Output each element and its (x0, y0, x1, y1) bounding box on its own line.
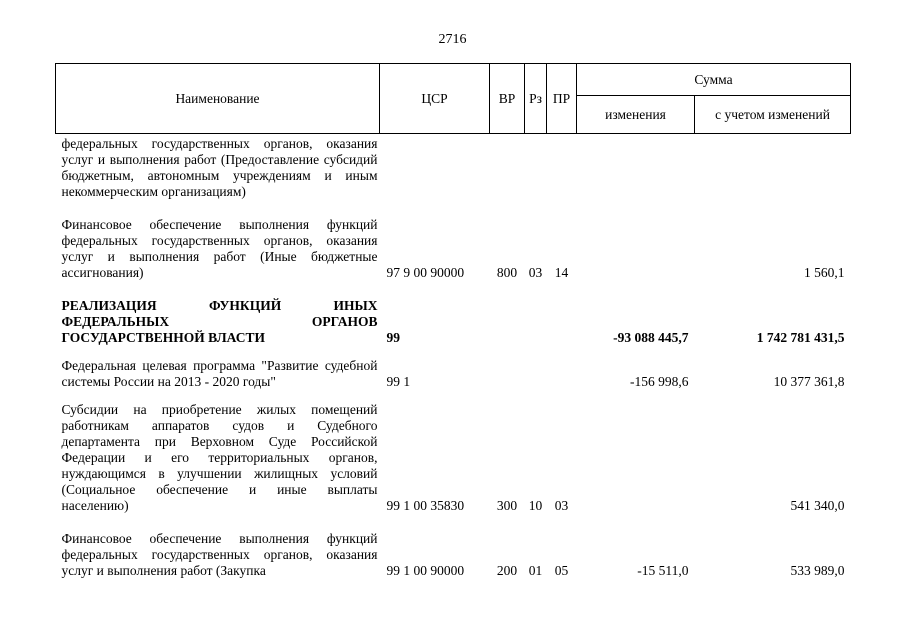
row-change: -15 511,0 (637, 563, 689, 578)
row-csr: 97 9 00 90000 (386, 265, 465, 280)
row-total: 1 742 781 431,5 (756, 330, 845, 345)
header-change: изменения (577, 96, 695, 134)
table-row (56, 217, 851, 281)
table-row (56, 358, 851, 390)
row-rz (525, 134, 547, 201)
row-name: федеральных государственных органов, оказания услуг и выполнения работ (Предоставление субсидий бюджетным, автономным учреждениям и иным некоммерческим организациям) (61, 136, 378, 199)
row-vr: 800 (496, 265, 518, 280)
page-number: 2716 (438, 32, 467, 47)
row-name: Финансовое обеспечение выполнения функций федеральных государственных органов, оказания услуг и выполнения работ (Иные бюджетные ассигнования) (61, 217, 378, 280)
row-pr: 14 (554, 265, 569, 280)
row-pr (547, 134, 577, 201)
row-csr: 99 1 00 35830 (386, 498, 465, 513)
row-name: Федеральная целевая программа "Развитие судебной системы России на 2013 - 2020 годы" (61, 358, 378, 389)
row-vr: 300 (496, 498, 518, 513)
row-vr (490, 134, 525, 201)
row-total: 533 989,0 (790, 563, 845, 578)
row-change: -156 998,6 (630, 374, 689, 389)
header-rz: Рз (525, 64, 547, 134)
row-rz: 03 (528, 265, 543, 280)
header-sum: Сумма (577, 64, 851, 96)
row-csr: 99 (386, 330, 400, 345)
row-pr (547, 298, 577, 346)
row-csr: 99 1 00 90000 (386, 563, 465, 578)
row-name: РЕАЛИЗАЦИЯ ФУНКЦИЙ ИНЫХ ФЕДЕРАЛЬНЫХ ОРГАНОВ ГОСУДАРСТВЕННОЙ ВЛАСТИ (61, 298, 378, 345)
row-vr: 200 (496, 563, 518, 578)
table-row (56, 531, 851, 579)
header-name: Наименование (56, 64, 380, 134)
row-pr: 03 (554, 498, 569, 513)
table-row (56, 134, 851, 201)
header-vr: ВР (490, 64, 525, 134)
row-csr: 99 1 (386, 374, 411, 389)
row-total: 10 377 361,8 (773, 374, 845, 389)
row-vr (490, 298, 525, 346)
row-change (577, 402, 695, 514)
header-csr: ЦСР (380, 64, 490, 134)
row-change (577, 217, 695, 281)
row-name: Финансовое обеспечение выполнения функций федеральных государственных органов, оказания услуг и выполнения работ (Закупка (61, 531, 378, 578)
row-pr: 05 (554, 563, 569, 578)
row-change: -93 088 445,7 (613, 330, 689, 345)
row-total: 541 340,0 (790, 498, 845, 513)
row-csr (380, 134, 490, 201)
row-rz (525, 358, 547, 390)
row-name: Субсидии на приобретение жилых помещений работникам аппаратов судов и Судебного департамента при Верховном Суде Российской Федерации и его территориальных органов, нуждающимся в улучшении жилищных условий (Социальное обеспечение и иные выплаты населению) (61, 402, 378, 513)
row-change (577, 134, 695, 201)
row-pr (547, 358, 577, 390)
header-with-change: с учетом изменений (695, 96, 851, 134)
row-total (695, 134, 851, 201)
row-vr (490, 358, 525, 390)
table-row (56, 402, 851, 514)
header-pr: ПР (547, 64, 577, 134)
row-total: 1 560,1 (804, 265, 845, 280)
table-row (56, 298, 851, 346)
row-rz (525, 298, 547, 346)
row-rz: 10 (528, 498, 543, 513)
row-rz: 01 (528, 563, 543, 578)
budget-table (55, 63, 851, 579)
